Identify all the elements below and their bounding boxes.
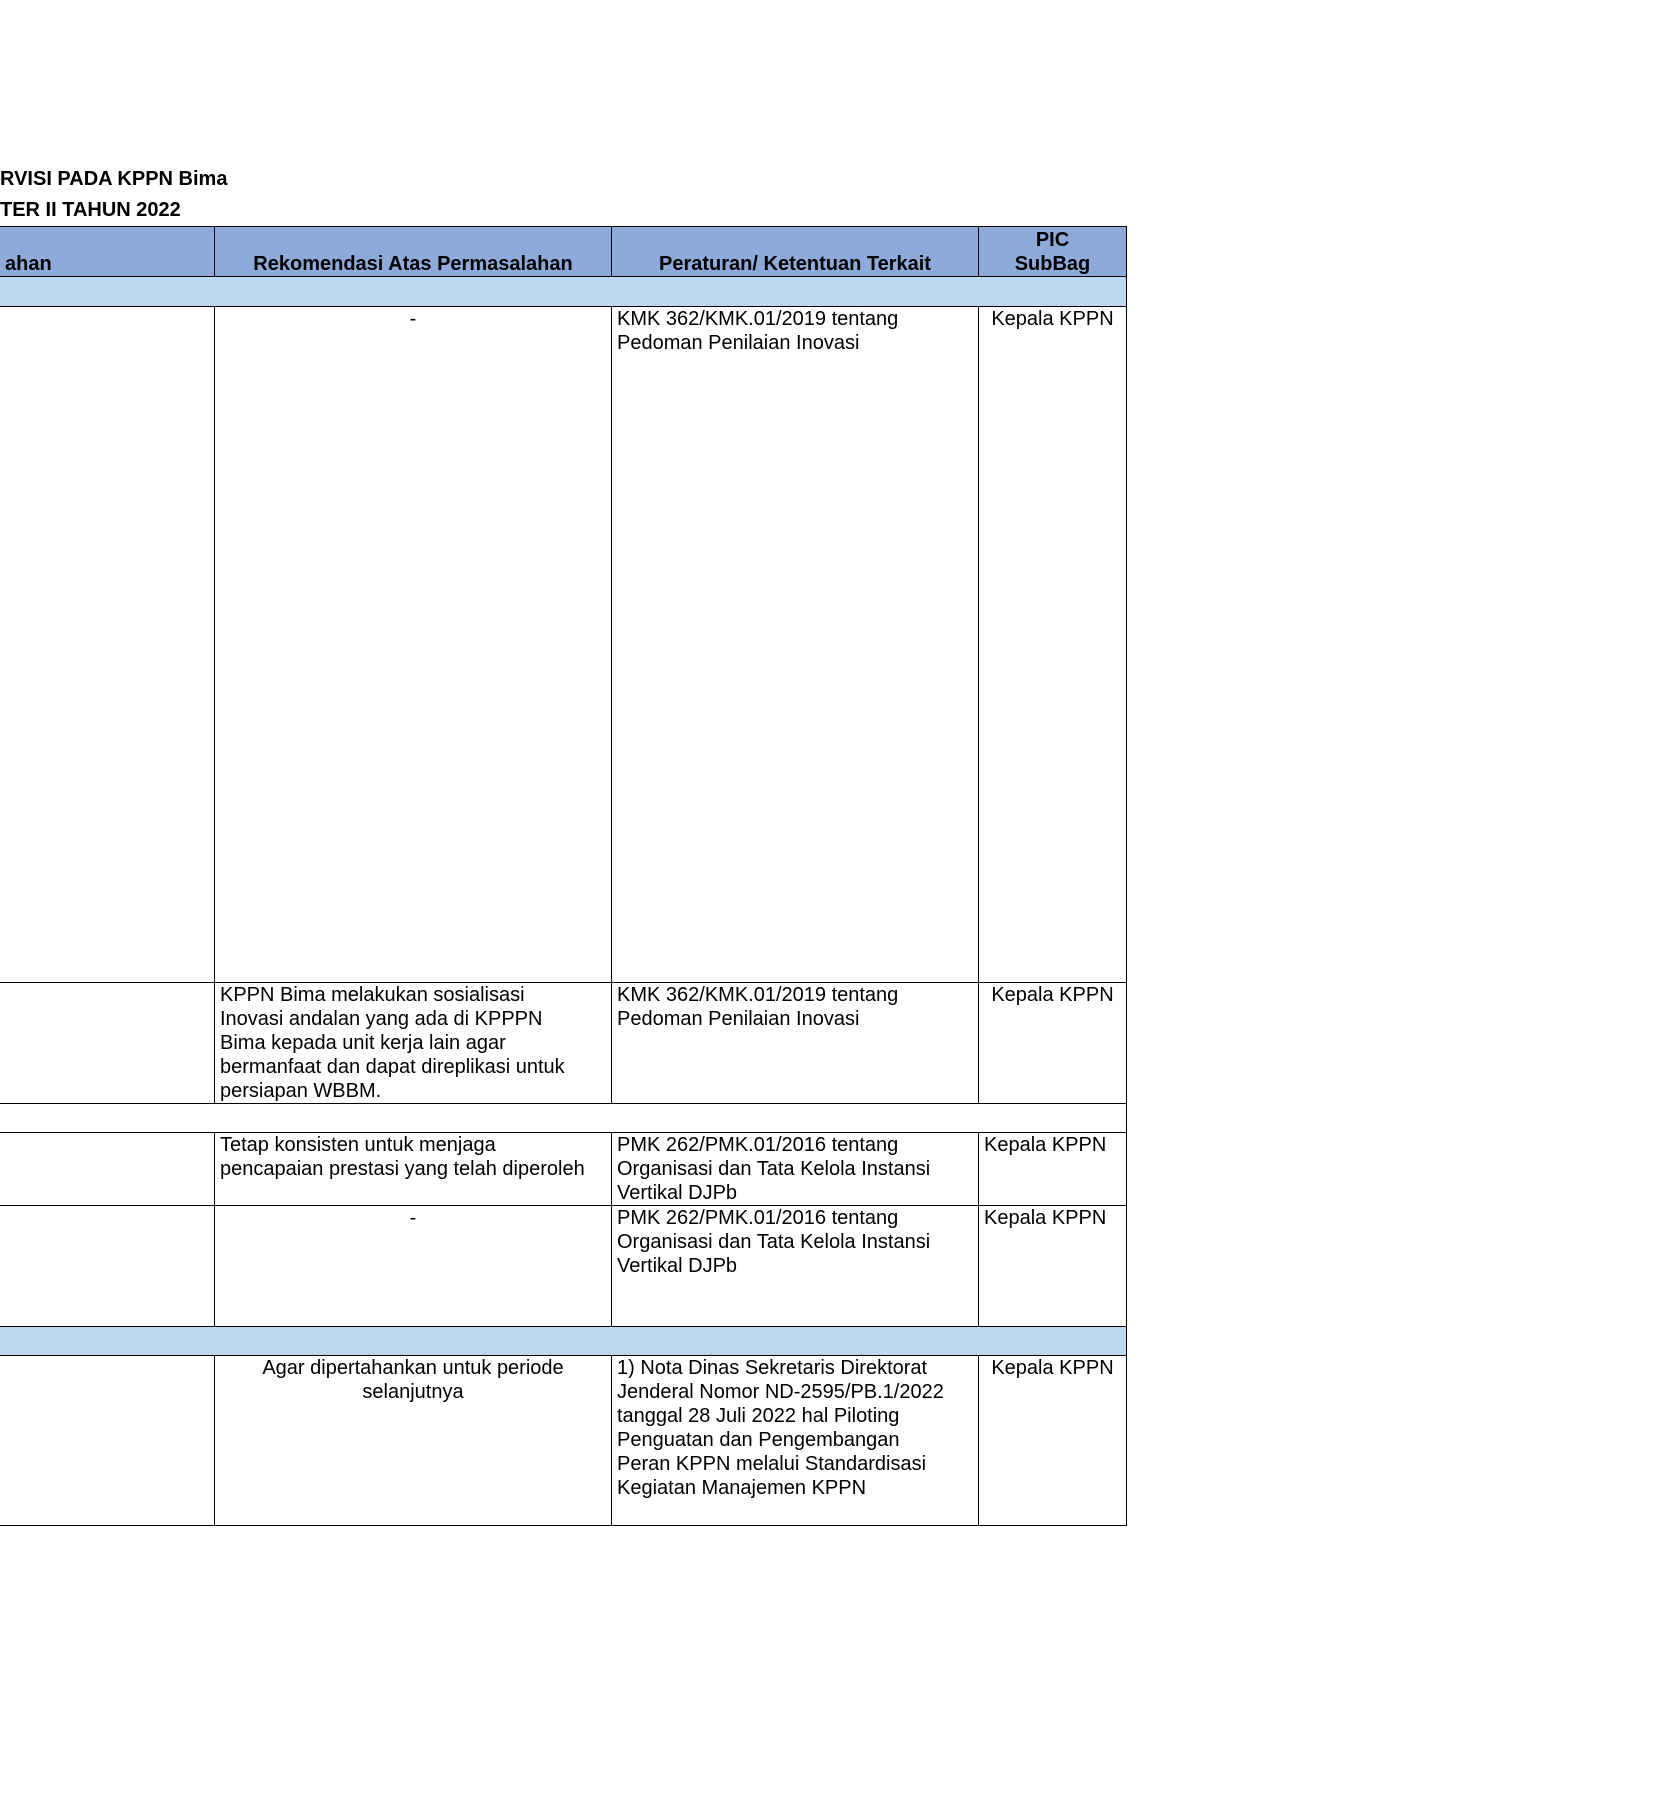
pic-cell: Kepala KPPN <box>979 1356 1127 1526</box>
permasalahan-cell <box>0 1356 215 1526</box>
rekomendasi-cell: - <box>215 1206 612 1327</box>
rekomendasi-cell: Tetap konsisten untuk menjaga pencapaian prestasi yang telah diperoleh <box>215 1133 612 1206</box>
report-title-line1: RVISI PADA KPPN Bima <box>0 168 228 190</box>
header-rekomendasi: Rekomendasi Atas Permasalahan <box>215 227 612 277</box>
permasalahan-cell <box>0 1206 215 1327</box>
pic-cell: Kepala KPPN <box>979 983 1127 1104</box>
table-row <box>0 1356 1127 1526</box>
permasalahan-cell <box>0 307 215 983</box>
table-row <box>0 1206 1127 1327</box>
section-row-cell <box>0 1327 1127 1356</box>
header-pic-line2: SubBag <box>1014 253 1091 275</box>
table-header-row <box>0 227 1127 277</box>
table-row <box>0 307 1127 983</box>
peraturan-cell: 1) Nota Dinas Sekretaris Direktorat Jenderal Nomor ND-2595/PB.1/2022 tanggal 28 Juli 2022 hal Piloting Penguatan dan Pengembangan Peran KPPN melalui Standardisasi Kegiatan Manajemen KPPN <box>612 1356 979 1526</box>
section-row <box>0 277 1127 307</box>
rekomendasi-cell: - <box>215 307 612 983</box>
header-permasalahan: ahan <box>0 227 215 277</box>
peraturan-cell: PMK 262/PMK.01/2016 tentang Organisasi dan Tata Kelola Instansi Vertikal DJPb <box>612 1206 979 1327</box>
spacer-row <box>0 1104 1127 1133</box>
section-row <box>0 1327 1127 1356</box>
header-peraturan: Peraturan/ Ketentuan Terkait <box>612 227 979 277</box>
permasalahan-cell <box>0 1133 215 1206</box>
rekomendasi-cell: Agar dipertahankan untuk periode selanjutnya <box>215 1356 612 1526</box>
pic-cell: Kepala KPPN <box>979 1206 1127 1327</box>
peraturan-cell: PMK 262/PMK.01/2016 tentang Organisasi dan Tata Kelola Instansi Vertikal DJPb <box>612 1133 979 1206</box>
header-pic-line1: PIC <box>1035 229 1070 251</box>
report-title-line2: TER II TAHUN 2022 <box>0 199 181 221</box>
permasalahan-cell <box>0 983 215 1104</box>
table-row <box>0 983 1127 1104</box>
pic-cell: Kepala KPPN <box>979 307 1127 983</box>
peraturan-cell: KMK 362/KMK.01/2019 tentang Pedoman Penilaian Inovasi <box>612 983 979 1104</box>
rekomendasi-cell: KPPN Bima melakukan sosialisasi Inovasi andalan yang ada di KPPPN Bima kepada unit kerja lain agar bermanfaat dan dapat direplikasi untuk persiapan WBBM. <box>215 983 612 1104</box>
spacer-row-cell <box>0 1104 1127 1133</box>
table-row <box>0 1133 1127 1206</box>
pic-cell: Kepala KPPN <box>979 1133 1127 1206</box>
header-pic <box>979 227 1127 277</box>
section-row-cell <box>0 277 1127 307</box>
report-table <box>0 226 1127 1526</box>
peraturan-cell: KMK 362/KMK.01/2019 tentang Pedoman Penilaian Inovasi <box>612 307 979 983</box>
